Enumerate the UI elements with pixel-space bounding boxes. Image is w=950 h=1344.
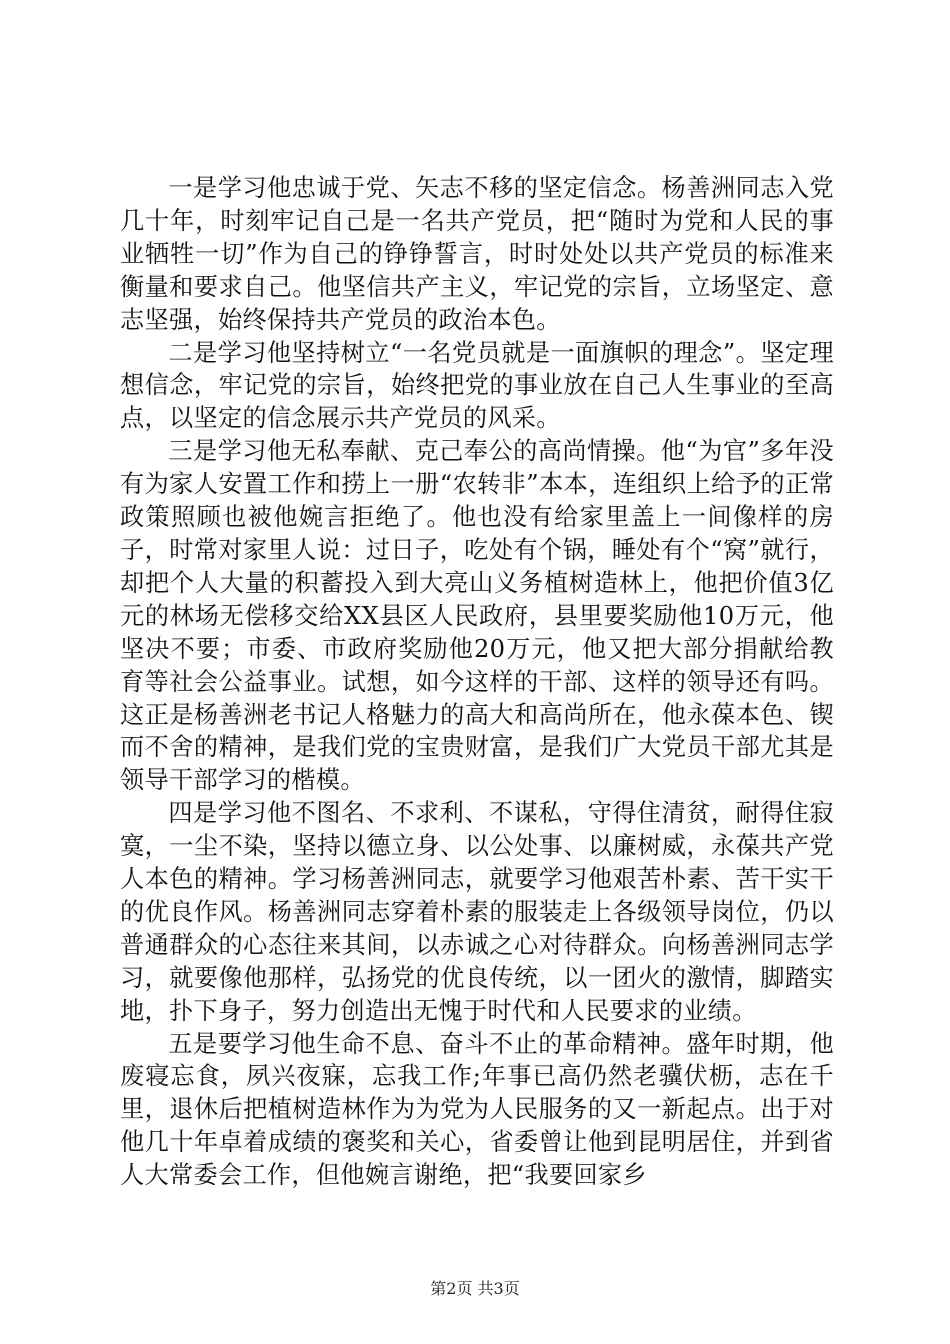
page-number-footer: 第2页 共3页: [430, 1279, 520, 1298]
paragraph-3: 三是学习他无私奉献、克己奉公的高尚情操。他“为官”多年没有为家人安置工作和捞上一册“农转非”本本，连组织上给予的正常政策照顾也被他婉言拒绝了。他也没有给家里盖上一间像样的房子，时常对家里人说：过日子，吃处有个锅，睡处有个“窝”就行，却把个人大量的积蓄投入到大亮山义务植树造林上，他把价值3亿元的林场无偿移交给XX县区人民政府，县里要奖励他10万元，他坚决不要；市委、市政府奖励他20万元，他又把大部分捐献给教育等社会公益事业。试想，如今这样的干部、这样的领导还有吗。这正是杨善洲老书记人格魅力的高大和高尚所在，他永葆本色、锲而不舍的精神，是我们党的宝贵财富，是我们广大党员干部尤其是领导干部学习的楷模。: [120, 437, 834, 795]
paragraph-5: 五是要学习他生命不息、奋斗不止的革命精神。盛年时期，他废寝忘食，夙兴夜寐，忘我工作;年事已高仍然老骥伏枥，志在千里，退休后把植树造林作为为党为人民服务的又一新起点。出于对他几十年卓着成绩的褒奖和关心，省委曾让他到昆明居住，并到省人大常委会工作，但他婉言谢绝，把“我要回家乡: [120, 1029, 834, 1190]
paragraph-4: 四是学习他不图名、不求利、不谋私，守得住清贫，耐得住寂寞，一尘不染，坚持以德立身、以公处事、以廉树威，永葆共产党人本色的精神。学习杨善洲同志，就要学习他艰苦朴素、苦干实干的优良作风。杨善洲同志穿着朴素的服装走上各级领导岗位，仍以普通群众的心态往来其间，以赤诚之心对待群众。向杨善洲同志学习，就要像他那样，弘扬党的优良传统，以一团火的激情，脚踏实地，扑下身子，努力创造出无愧于时代和人民要求的业绩。: [120, 799, 834, 1025]
paragraph-2: 二是学习他坚持树立“一名党员就是一面旗帜的理念”。坚定理想信念，牢记党的宗旨，始终把党的事业放在自己人生事业的至高点，以坚定的信念展示共产党员的风采。: [120, 338, 834, 433]
document-body: [120, 172, 834, 1192]
paragraph-1: 一是学习他忠诚于党、矢志不移的坚定信念。杨善洲同志入党几十年，时刻牢记自己是一名共产党员，把“随时为党和人民的事业牺牲一切”作为自己的铮铮誓言，时时处处以共产党员的标准来衡量和要求自己。他坚信共产主义，牢记党的宗旨，立场坚定、意志坚强，始终保持共产党员的政治本色。: [120, 174, 834, 334]
